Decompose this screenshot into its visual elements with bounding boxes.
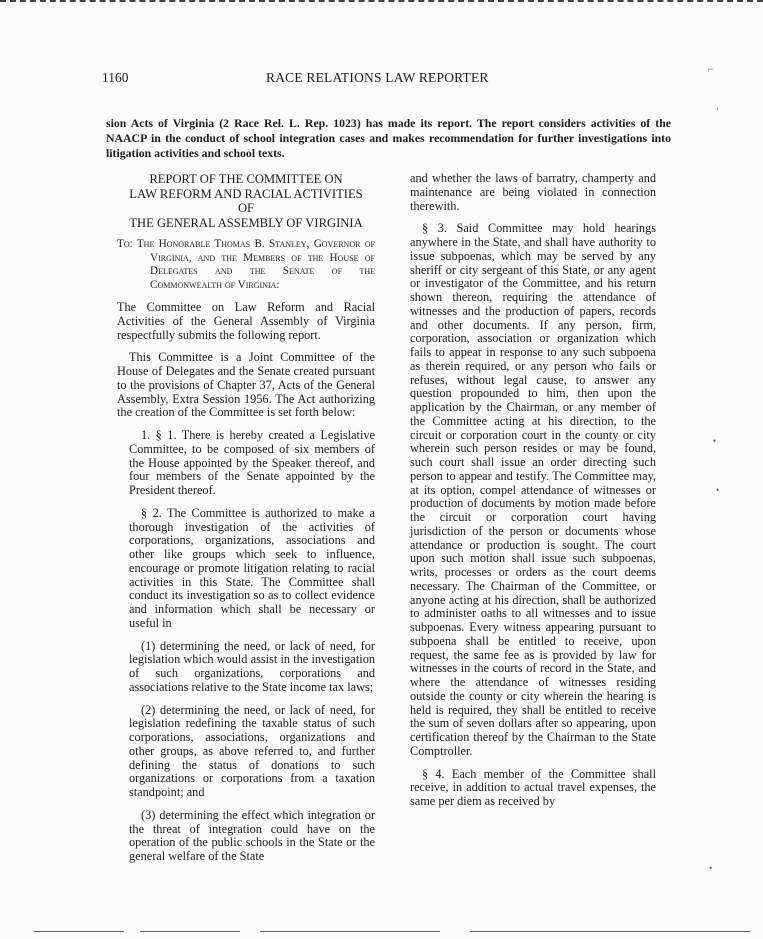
report-heading bbox=[117, 172, 375, 230]
page-number: 1160 bbox=[102, 70, 129, 85]
clause-1: (1) determining the need, or lack of need, for legislation which would assist in the investigation of such organizations, corporations and associations relative to the State income tax laws; bbox=[129, 638, 375, 694]
section-4: § 4. Each member of the Committee shall receive, in addition to actual travel expenses, the same per diem as received by bbox=[410, 766, 656, 808]
right-column bbox=[410, 172, 656, 809]
scan-speck: • bbox=[709, 863, 713, 873]
scan-speck: • bbox=[713, 436, 717, 446]
section-2: § 2. The Committee is authorized to make a thorough investigation of the activities of corporations, organizations, associations and other like groups which seek to influence, encourage or promote litigation relating to racial activities in this State. The Committee shall conduct its investigation so as to collect evidence and information which shall be necessary or useful in bbox=[129, 505, 375, 630]
clause-3: (3) determining the effect which integration or the threat of integration could have on the operation of the public schools in the State or the general welfare of the State bbox=[129, 807, 375, 863]
heading-line: OF bbox=[237, 201, 255, 215]
section-3: § 3. Said Committee may hold hearings anywhere in the State, and shall have authority to issue subpoenas, which may be served by any sheriff or city sergeant of this State, or any agent or investigator of the Committee, and his return shown thereon, requiring the attendance of witnesses and the production of papers, records and other documents. If any person, firm, corporation, association or organization which fails to appear in response to any such subpoena as therein required, or any person who fails or refuses, without legal cause, to answer any question propounded to him, then upon the application by the Chairman, or any member of the Committee acting at his direction, to the circuit or corporation court in the county or city wherein such person resides or may be found, such court shall issue an order directing such person to appear and testify. The Committee may, at its option, compel attendance of witnesses or production of documents by motion made before the circuit or corporation court having jurisdiction of the person or documents whose attendance or production is sought. The court upon such motion shall issue such subpoenas, writs, processes or orders as the court deems necessary. The Chairman of the Committee, or anyone acting at his direction, shall be authorized to administer oaths to all witnesses and to issue subpoenas. Every witness appearing pursuant to subpoena shall be entitled to receive, upon request, the same fee as is provided by law for witnesses in the courts of record in the State, and where the attendance of witnesses residing outside the county or city wherein the hearing is held is required, they shall be entitled to receive the sum of seven dollars after so appearing, upon certification thereof by the Chairman to the State Comptroller. bbox=[410, 221, 656, 758]
scan-speck: • bbox=[716, 485, 720, 495]
address-block: To: The Honorable Thomas B. Stanley, Governor of Virginia, and the Members of the House of Delegates and the Senate of the Commonwealth of Virginia: bbox=[117, 238, 375, 291]
paragraph-continued: and whether the laws of barratry, champerty and maintenance are being violated in connection therewith. bbox=[410, 171, 656, 213]
section-1: 1. § 1. There is hereby created a Legislative Committee, to be composed of six members of the House appointed by the Speaker thereof, and four members of the Senate appointed by the President thereof. bbox=[129, 428, 375, 497]
scan-edge-line bbox=[140, 931, 240, 932]
left-column bbox=[117, 172, 375, 873]
paragraph: The Committee on Law Reform and Racial Activities of the General Assembly of Virginia respectfully submits the following report. bbox=[117, 300, 375, 342]
scan-edge-line bbox=[34, 931, 124, 932]
heading-line: LAW REFORM AND RACIAL ACTIVITIES bbox=[129, 186, 363, 201]
running-head: RACE RELATIONS LAW REPORTER bbox=[266, 70, 489, 85]
heading-line: REPORT OF THE COMMITTEE ON bbox=[149, 172, 343, 186]
scan-edge-dashes bbox=[0, 0, 763, 2]
scan-speck: ⌐ bbox=[708, 64, 714, 74]
intro-summary: sion Acts of Virginia (2 Race Rel. L. Rep. 1023) has made its report. The report considers activities of the NAACP in the conduct of school integration cases and makes recommendation for further investigations into litigation activities and school texts. bbox=[106, 116, 671, 160]
scan-edge-line bbox=[260, 931, 440, 932]
heading-line: THE GENERAL ASSEMBLY OF VIRGINIA bbox=[129, 215, 363, 230]
clause-2: (2) determining the need, or lack of need, for legislation redefining the taxable status of such corporations, associations, organizations and other groups, as above referred to, and further defining the status of donations to such organizations or corporations from a taxation standpoint; and bbox=[129, 702, 375, 799]
scan-speck: · bbox=[716, 104, 719, 114]
paragraph: This Committee is a Joint Committee of the House of Delegates and the Senate created pursuant to the provisions of Chapter 37, Acts of the General Assembly, Extra Session 1956. The Act authorizing the creation of the Committee is set forth below: bbox=[117, 350, 375, 420]
scan-edge-line bbox=[470, 931, 750, 932]
